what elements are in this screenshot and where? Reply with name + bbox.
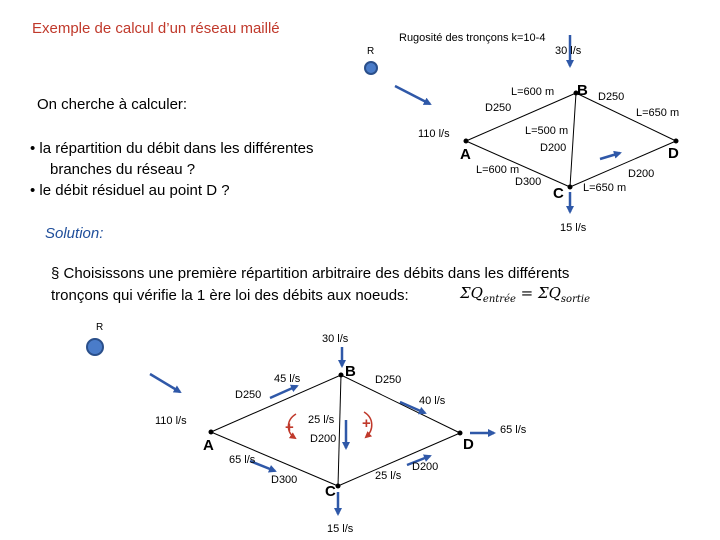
bullet-1-line-2: branches du réseau ?	[50, 161, 196, 178]
arrow-inflow-r-1	[395, 86, 430, 104]
d2-dia-bd: D250	[375, 374, 402, 386]
arrow-out-d-1	[600, 153, 620, 159]
d1-node-b-label: B	[577, 82, 588, 99]
d1-node-a-label: A	[460, 146, 471, 163]
d2-node-d-label: D	[463, 436, 474, 453]
solution-label: Solution:	[45, 225, 104, 242]
bullet-2: • le débit résiduel au point D ?	[30, 182, 230, 199]
d1-ac-len: L=600 m	[476, 164, 520, 176]
d1-q-b: 30 l/s	[555, 45, 582, 57]
d2-node-r-label: R	[96, 322, 104, 333]
roughness-label: Rugosité des tronçons k=10-4	[399, 32, 546, 44]
solution-line-1: § Choisissons une première répartition arbitraire des débits dans les différents	[51, 265, 570, 282]
formula-rhs-sub: sortie	[560, 294, 590, 305]
d1-cd-dia: D200	[628, 168, 655, 180]
page-title: Exemple de calcul d’un réseau maillé	[32, 20, 280, 37]
d2-dia-bc: D200	[310, 433, 337, 445]
d1-node-d-label: D	[668, 145, 679, 162]
d2-q-d: 65 l/s	[500, 424, 527, 436]
d1-q-a: 110 l/s	[418, 128, 450, 140]
d2-q-bd: 40 l/s	[419, 395, 446, 407]
d2-q-ac: 65 l/s	[229, 454, 256, 466]
loop-sign-right: +	[362, 415, 371, 432]
node-r-1	[365, 62, 377, 74]
node-d-2	[458, 431, 463, 436]
solution-line-2: tronçons qui vérifie la 1 ère loi des débits aux noeuds:	[51, 287, 409, 304]
node-c-2	[336, 484, 341, 489]
d2-q-c: 15 l/s	[327, 523, 354, 535]
node-a-2	[209, 430, 214, 435]
node-d-1	[674, 139, 679, 144]
bullet-1-line-1: • la répartition du débit dans les différentes	[30, 140, 314, 157]
d1-bd-dia: D250	[598, 91, 625, 103]
d2-node-b-label: B	[345, 363, 356, 380]
loop-sign-left: +	[285, 419, 294, 436]
node-r-2	[87, 339, 103, 355]
formula-equals: =	[515, 284, 539, 302]
d1-cd-len: L=650 m	[583, 182, 627, 194]
pipe-bc-1	[570, 93, 576, 187]
d1-node-c-label: C	[553, 185, 564, 202]
question-text: On cherche à calculer:	[37, 96, 188, 113]
d2-q-b: 30 l/s	[322, 333, 349, 345]
pipe-cd-1	[570, 141, 676, 187]
d1-q-c: 15 l/s	[560, 222, 587, 234]
d1-bc-dia: D200	[540, 142, 567, 154]
diagram2-arrows	[150, 347, 494, 514]
arrow-inflow-r-2	[150, 374, 180, 392]
d2-dia-ab: D250	[235, 389, 262, 401]
formula-rhs: ΣQ	[538, 284, 561, 302]
d2-q-a: 110 l/s	[155, 415, 187, 427]
d2-node-c-label: C	[325, 483, 336, 500]
d1-ab-dia: D250	[485, 102, 512, 114]
node-b-2	[339, 373, 344, 378]
d2-q-bc: 25 l/s	[308, 414, 335, 426]
pipe-bc-2	[338, 375, 341, 486]
d1-node-r-label: R	[367, 46, 375, 57]
d1-bd-len: L=650 m	[636, 107, 680, 119]
d2-dia-cd: D200	[412, 461, 439, 473]
d2-q-cd: 25 l/s	[375, 470, 402, 482]
d2-node-a-label: A	[203, 437, 214, 454]
formula-lhs: ΣQ	[460, 284, 483, 302]
d1-bc-len: L=500 m	[525, 125, 569, 137]
d2-dia-ac: D300	[271, 474, 298, 486]
node-a-1	[464, 139, 469, 144]
d2-q-ab: 45 l/s	[274, 373, 301, 385]
formula-lhs-sub: entrée	[482, 294, 516, 305]
d1-ac-dia: D300	[515, 176, 542, 188]
node-c-1	[568, 185, 573, 190]
d1-ab-len: L=600 m	[511, 86, 555, 98]
continuity-formula	[460, 284, 590, 305]
